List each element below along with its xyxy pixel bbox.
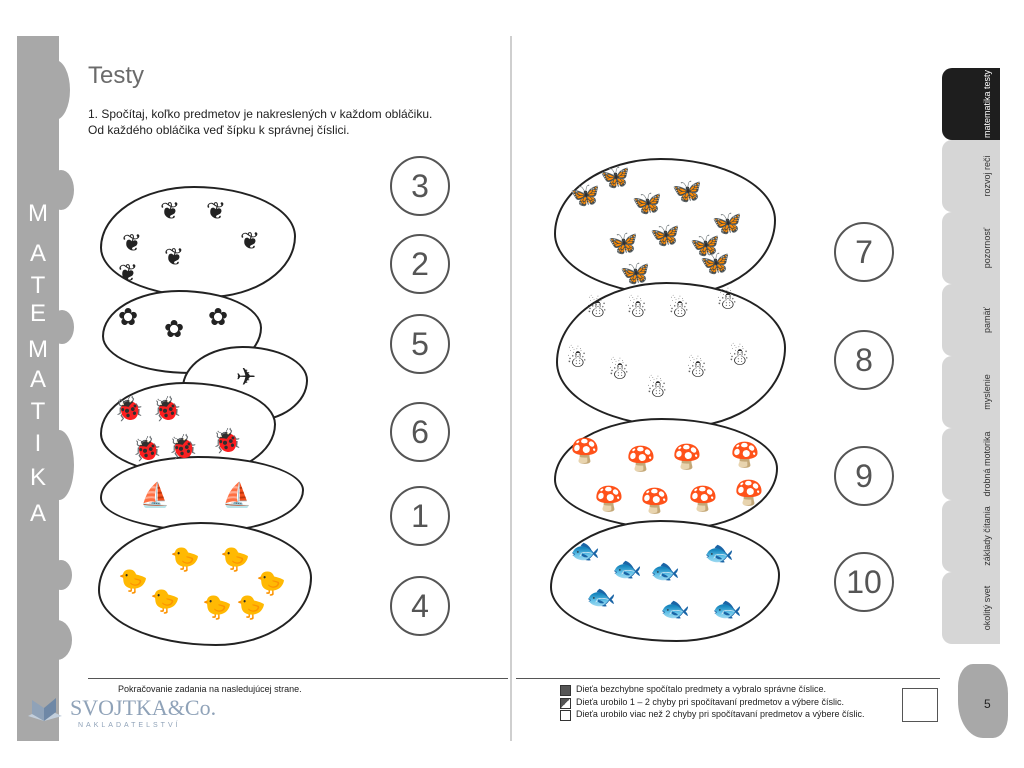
side-letter: A — [29, 366, 46, 393]
paint-splash — [48, 170, 74, 210]
side-letter: A — [29, 240, 46, 267]
butterfly-icon: 🦋 — [690, 232, 720, 259]
leaf-icon: ❦ — [206, 198, 227, 225]
tab-matematika-testy[interactable] — [942, 68, 1000, 140]
snowman-icon: ☃ — [608, 358, 630, 385]
instruction-line-2: Od každého obláčika veď šípku k správnej číslici. — [88, 123, 350, 137]
snowman-icon: ☃ — [686, 356, 708, 383]
tab-základy-čítania[interactable] — [942, 500, 1000, 572]
leaf-icon: ❦ — [122, 230, 143, 257]
sailboat-icon: ⛵ — [222, 482, 252, 509]
mushroom-icon: 🍄 — [594, 486, 624, 513]
butterfly-icon: 🦋 — [632, 190, 662, 217]
number-choice[interactable]: 1 — [390, 486, 450, 546]
flower-icon: ✿ — [164, 316, 185, 343]
snowman-icon: ☃ — [646, 376, 668, 403]
tab-label: drobná motorika — [982, 431, 992, 497]
tab-pamäť[interactable] — [942, 284, 1000, 356]
snowman-icon: ☃ — [716, 288, 738, 315]
ladybug-icon: 🐞 — [114, 396, 144, 423]
footer-rule-left — [88, 678, 508, 679]
publisher-logo — [26, 694, 216, 722]
tab-label: rozvoj reči — [982, 155, 992, 197]
butterfly-icon: 🦋 — [650, 222, 680, 249]
legend-row — [560, 709, 890, 721]
number-choice[interactable]: 8 — [834, 330, 894, 390]
paint-splash — [44, 430, 74, 500]
mushroom-icon: 🍄 — [672, 444, 702, 471]
butterfly-icon: 🦋 — [712, 210, 742, 237]
duck-icon: 🐤 — [118, 568, 148, 595]
footer-rule-right — [516, 678, 940, 679]
mushroom-icon: 🍄 — [730, 442, 760, 469]
evaluation-box[interactable] — [902, 688, 938, 722]
number-choice[interactable]: 6 — [390, 402, 450, 462]
legend-text: Dieťa bezchybne spočítalo predmety a vybralo správne číslice. — [576, 684, 827, 694]
legend-swatch — [560, 685, 571, 696]
mushroom-icon: 🍄 — [626, 446, 656, 473]
fish-icon: 🐟 — [612, 556, 642, 583]
sailboat-icon: ⛵ — [140, 482, 170, 509]
legend-swatch — [560, 698, 571, 709]
number-choice[interactable]: 3 — [390, 156, 450, 216]
paint-splash — [40, 60, 70, 120]
mushroom-icon: 🍄 — [688, 486, 718, 513]
paint-splash — [42, 620, 72, 660]
tab-rozvoj-reči[interactable] — [942, 140, 1000, 212]
number-choice[interactable]: 9 — [834, 446, 894, 506]
duck-icon: 🐤 — [220, 546, 250, 573]
paint-splash — [50, 310, 74, 344]
leaf-icon: ❦ — [240, 228, 261, 255]
ladybug-icon: 🐞 — [168, 434, 198, 461]
mushroom-icon: 🍄 — [734, 480, 764, 507]
legend-swatch — [560, 710, 571, 721]
number-choice[interactable]: 10 — [834, 552, 894, 612]
publisher-name: SVOJTKA&Co. — [70, 695, 217, 720]
side-letter: K — [29, 464, 46, 491]
instruction-line-1: 1. Spočítaj, koľko predmetov je nakreslených v každom obláčiku. — [88, 107, 433, 121]
butterfly-icon: 🦋 — [620, 260, 650, 287]
continuation-note: Pokračovanie zadania na nasledujúcej strane. — [118, 684, 302, 694]
fish-icon: 🐟 — [712, 596, 742, 623]
number-choice[interactable]: 4 — [390, 576, 450, 636]
tab-myslenie[interactable] — [942, 356, 1000, 428]
duck-icon: 🐤 — [202, 594, 232, 621]
legend-text: Dieťa urobilo 1 – 2 chyby pri spočítavaní predmetov a výbere číslic. — [576, 697, 845, 707]
number-choice[interactable]: 5 — [390, 314, 450, 374]
task-instruction — [88, 106, 508, 138]
butterfly-icon: 🦋 — [672, 178, 702, 205]
corner-splash — [958, 664, 1008, 738]
page-number: 5 — [984, 697, 991, 711]
snowman-icon: ☃ — [566, 346, 588, 373]
butterfly-icon: 🦋 — [600, 164, 630, 191]
ladybug-icon: 🐞 — [132, 436, 162, 463]
tab-label: pamäť — [982, 307, 992, 333]
tab-drobná-motorika[interactable] — [942, 428, 1000, 500]
mushroom-icon: 🍄 — [570, 438, 600, 465]
number-choice[interactable]: 2 — [390, 234, 450, 294]
tab-label: matematika testy — [982, 69, 992, 139]
leaf-icon: ❦ — [160, 198, 181, 225]
number-choice[interactable]: 7 — [834, 222, 894, 282]
leaf-icon: ❦ — [164, 244, 185, 271]
snowman-icon: ☃ — [626, 296, 648, 323]
butterfly-icon: 🦋 — [700, 250, 730, 277]
flower-icon: ✿ — [208, 304, 229, 331]
butterfly-icon: 🦋 — [570, 182, 600, 209]
duck-icon: 🐤 — [150, 588, 180, 615]
mushroom-icon: 🍄 — [640, 488, 670, 515]
legend-row — [560, 697, 890, 709]
tab-label: pozornosť — [982, 227, 992, 269]
page-title: Testy — [88, 62, 145, 89]
side-letter: A — [29, 500, 46, 527]
duck-icon: 🐤 — [236, 594, 266, 621]
ladybug-icon: 🐞 — [152, 396, 182, 423]
fish-icon: 🐟 — [650, 558, 680, 585]
tab-okolitý-svet[interactable] — [942, 572, 1000, 644]
snowman-icon: ☃ — [668, 296, 690, 323]
side-letter: E — [29, 300, 46, 327]
fish-icon: 🐟 — [570, 538, 600, 565]
airplane-icon: ✈ — [236, 364, 257, 391]
fish-icon: 🐟 — [660, 596, 690, 623]
paint-splash — [50, 560, 72, 590]
fish-icon: 🐟 — [704, 540, 734, 567]
book-logo-icon — [26, 694, 64, 722]
tab-label: myslenie — [982, 374, 992, 410]
side-letter: M — [28, 336, 48, 363]
snowman-icon: ☃ — [586, 296, 608, 323]
side-letter: T — [30, 398, 46, 425]
flower-icon: ✿ — [118, 304, 139, 331]
snowman-icon: ☃ — [728, 344, 750, 371]
side-letter: M — [28, 200, 48, 227]
side-letter: I — [34, 430, 42, 457]
side-letter: T — [30, 272, 46, 299]
ladybug-icon: 🐞 — [212, 428, 242, 455]
fish-icon: 🐟 — [586, 584, 616, 611]
duck-icon: 🐤 — [256, 570, 286, 597]
duck-icon: 🐤 — [170, 546, 200, 573]
leaf-icon: ❦ — [118, 260, 139, 287]
publisher-subtitle: NAKLADATELSTVÍ — [78, 722, 181, 729]
tab-label: okolitý svet — [982, 585, 992, 631]
tab-pozornosť[interactable] — [942, 212, 1000, 284]
page-gutter — [510, 36, 512, 741]
object-cloud[interactable] — [100, 456, 304, 532]
tab-label: základy čítania — [982, 506, 992, 566]
legend-text: Dieťa urobilo viac než 2 chyby pri spočítavaní predmetov a výbere číslic. — [576, 709, 865, 719]
butterfly-icon: 🦋 — [608, 230, 638, 257]
legend-row — [560, 684, 890, 696]
